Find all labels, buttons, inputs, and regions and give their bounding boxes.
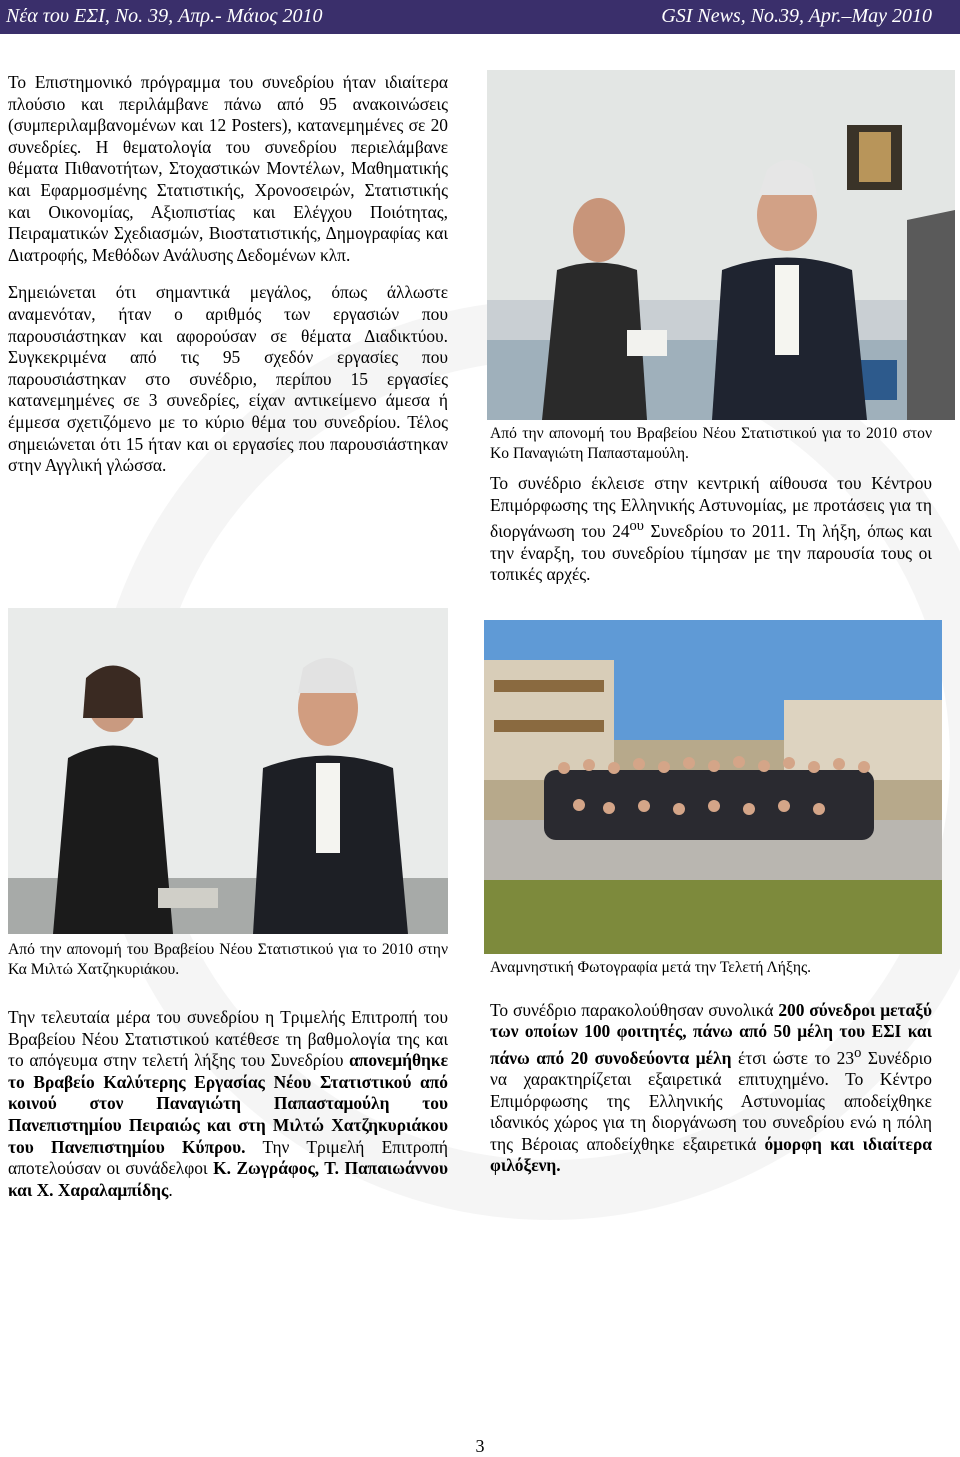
bottom-right-column bbox=[490, 958, 932, 1193]
attendance-bold-1: 200 σύνεδροι μεταξύ των οποίων 100 φοιτητές, πάνω από 50 μέλη του ΕΣΙ και πάνω από 20 συνοδεύοντα μέλη bbox=[490, 999, 932, 1068]
closing-text-a: Το συνέδριο έκλεισε στην κεντρική αίθουσα του Κέντρου Επιμόρφωσης της Ελληνικής Αστυνομίας, με προτάσεις για τη διοργάνωση του 24 bbox=[490, 473, 932, 541]
attendance-text-1: Το συνέδριο παρακολούθησαν συνολικά bbox=[490, 999, 779, 1020]
photo-group bbox=[484, 620, 942, 954]
award-bold-2: Κ. Ζωγράφος, Τ. Παπαιωάννου και Χ. Χαραλαμπίδης bbox=[8, 1158, 448, 1200]
program-paragraph: Το Επιστημονικό πρόγραμμα του συνεδρίου ήταν ιδιαίτερα πλούσιο και περιλάμβανε πάνω από 95 ανακοινώσεις (συμπεριλαμβανομένων και 12 Posters), κατανεμημένες σε 20 συνεδρίες. Η θεματολογία του συνεδρίου περιελάμβανε θέματα Πιθανοτήτων, Στοχαστικών Μοντέλων, Μαθηματικής και Εφαρμοσμένης Στατιστικής, Χρονοσειρών, Στατιστικής και Οικονομίας, Αξιοπιστίας και Ελέγχου Ποιότητας, Πειραματικών Σχεδιασμών, Βιοστατιστικής, Δημογραφίας και Διατροφής, Μεθόδων Ανάλυσης Δεδομένων κλπ. bbox=[8, 72, 448, 265]
right-column bbox=[490, 424, 932, 602]
award-text-2: Την Τριμελή Επιτροπή αποτελούσαν οι συνάδελφοι bbox=[8, 1136, 448, 1179]
caption-chatzikyriakou: Από την απονομή του Βραβείου Νέου Στατιστικού για το 2010 στην Κα Μιλτώ Χατζηκυριάκου. bbox=[8, 941, 448, 978]
award-text-1: Την τελευταία μέρα του συνεδρίου η Τριμελής Επιτροπή του Βραβείου Νέου Στατιστικού κατέθεσε τη βαθμολογία της και το απόγευμα στην τελετή λήξης του Συνεδρίου bbox=[8, 1007, 448, 1071]
closing-superscript: ου bbox=[629, 518, 644, 535]
closing-paragraph bbox=[490, 473, 932, 586]
page-header bbox=[0, 0, 960, 34]
attendance-superscript: ο bbox=[854, 1044, 862, 1061]
internet-paragraph: Σημειώνεται ότι σημαντικά μεγάλος, όπως άλλωστε αναμενόταν, ήταν ο αριθμός των εργασιών που παρουσιάστηκαν και αφορούσαν σε θέματα Διαδικτύου. Συγκεκριμένα από τις 95 σχεδόν εργασίες που παρουσιάστηκαν στο συνέδριο, περίπου 15 εργασίες κατανεμημένες σε 3 συνεδρίες, είχαν αντικείμενο άμεσα ή έμμεσα σχετιζόμενο με το κύριο θέμα του συνεδρίου. Τέλος σημειώνεται ότι 15 ήταν και οι εργασίες που παρουσιάστηκαν στην Αγγλική γλώσσα. bbox=[8, 282, 448, 476]
header-right-title: GSI News, No.39, Apr.–May 2010 bbox=[661, 5, 932, 27]
page-number: 3 bbox=[475, 1436, 485, 1456]
award-text-3: . bbox=[168, 1179, 173, 1200]
award-paragraph bbox=[8, 1007, 448, 1201]
bottom-left-column bbox=[8, 940, 448, 1217]
photo-award-man bbox=[487, 70, 955, 420]
award-bold-1: απονεμήθηκε το Βραβείο Καλύτερης Εργασίας Νέου Στατιστικού από κοινού στον Παναγιώτη Παπασταμούλη του Πανεπιστημίου Πειραιώς και στη Μιλτώ Χατζηκυριάκου του Πανεπιστημίου Κύπρου. bbox=[8, 1050, 448, 1157]
photo-award-woman-image bbox=[8, 608, 448, 934]
photo-group-image bbox=[484, 620, 942, 954]
attendance-paragraph bbox=[490, 1000, 932, 1178]
attendance-text-2: έτσι ώστε το 23 bbox=[731, 1047, 855, 1068]
caption-group-photo: Αναμνηστική Φωτογραφία μετά την Τελετή Λήξης. bbox=[490, 959, 812, 976]
attendance-bold-2: όμορφη και ιδιαίτερα φιλόξενη. bbox=[490, 1133, 932, 1176]
caption-papastamoulis: Από την απονομή του Βραβείου Νέου Στατιστικού για το 2010 στον Κο Παναγιώτη Παπασταμούλη. bbox=[490, 425, 932, 462]
header-left-title: Νέα του ΕΣΙ, No. 39, Απρ.- Μάιος 2010 bbox=[6, 5, 323, 27]
attendance-text-3: Συνέδριο να χαρακτηρίζεται εξαιρετικά επιτυχημένο. Το Κέντρο Επιμόρφωσης της Ελληνικής Αστυνομίας αποδείχθηκε ιδανικός χώρος για τη διοργάνωση του συνεδρίου ενώ η πόλη της Βέροιας αποδείχθηκε εξαιρετικά bbox=[490, 1047, 932, 1154]
closing-text-b: Συνεδρίου το 2011. Τη λήξη, όπως και την έναρξη, του συνεδρίου τίμησαν με την παρουσία τους οι τοπικές αρχές. bbox=[490, 520, 932, 585]
left-column bbox=[8, 72, 448, 493]
photo-award-man-image bbox=[487, 70, 955, 420]
photo-award-woman bbox=[8, 608, 448, 934]
